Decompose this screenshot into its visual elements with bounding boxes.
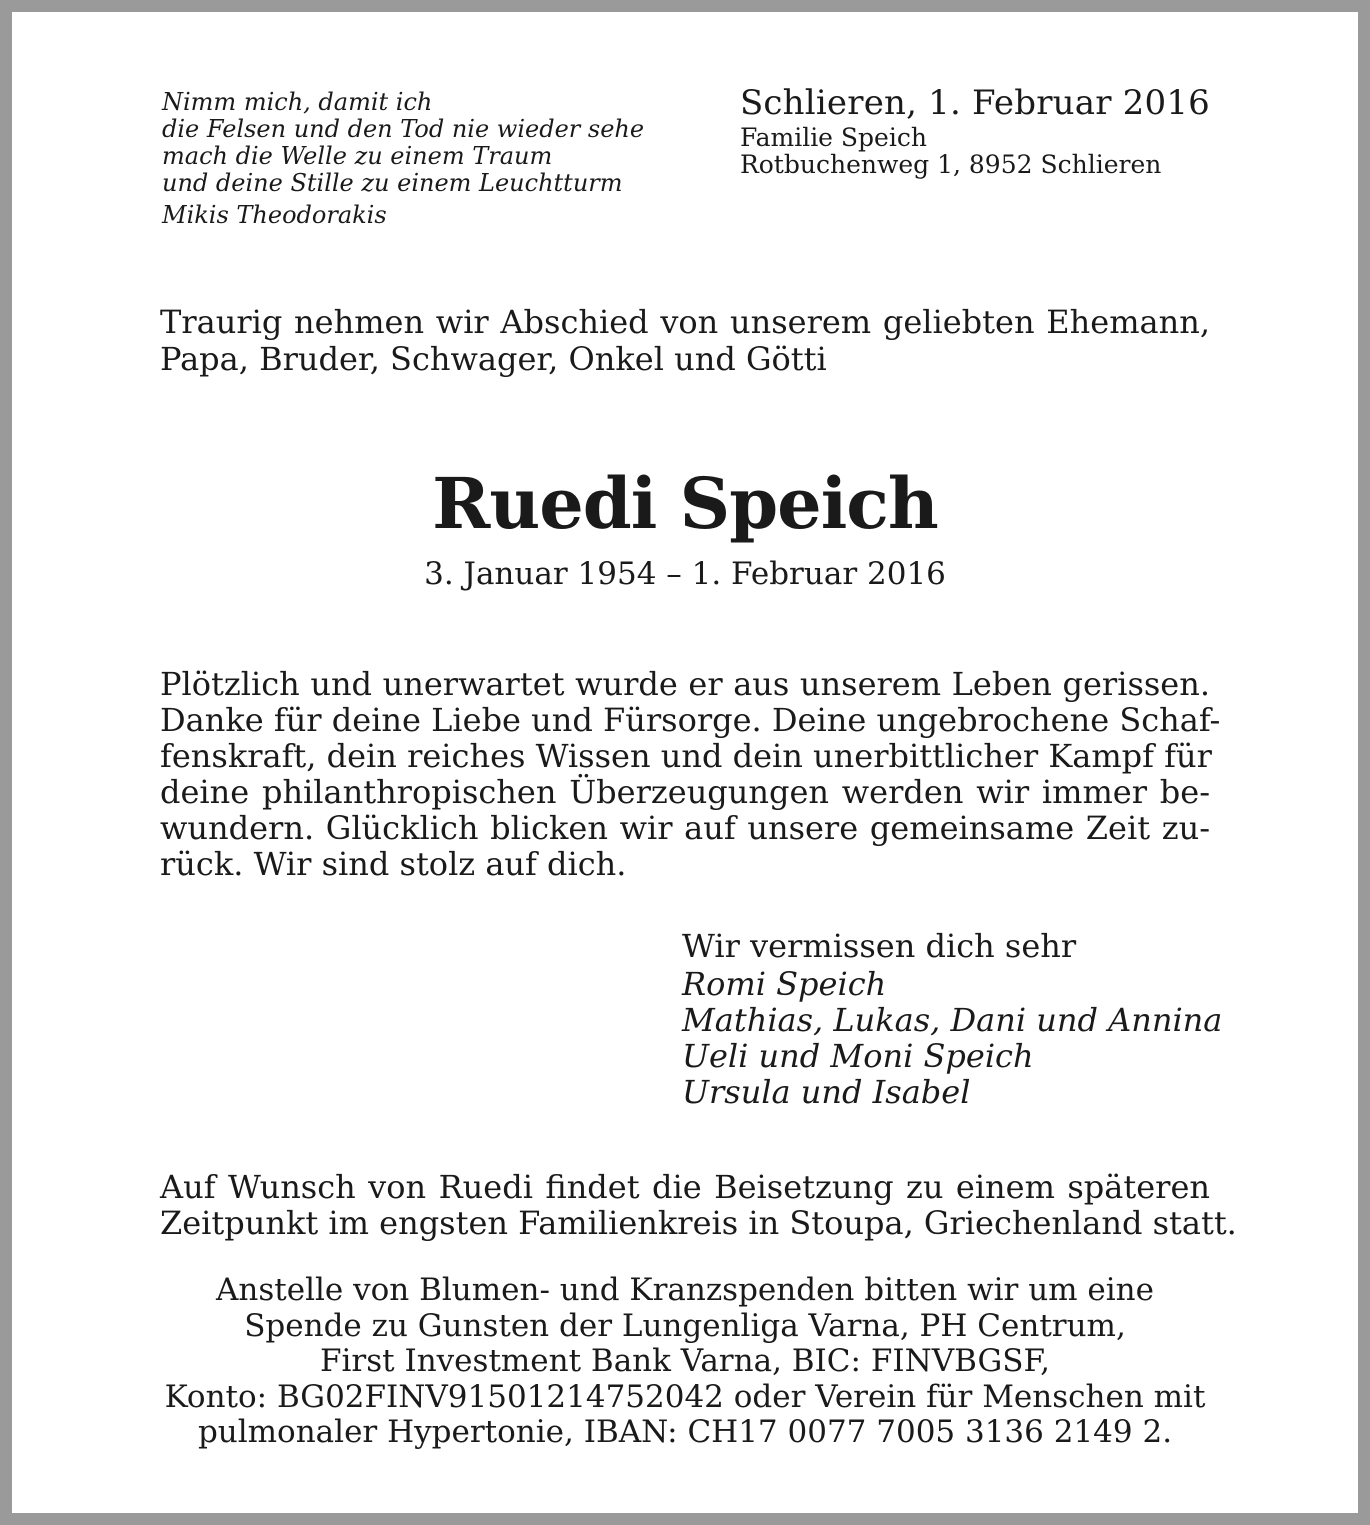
tribute-line: rück. Wir sind stolz auf dich. <box>160 845 627 883</box>
tribute-line: Plötzlich und unerwartet wurde er aus unserem Leben gerissen. <box>160 665 1210 703</box>
donation-line: Konto: BG02FINV91501214752042 oder Verein für Menschen mit <box>164 1378 1206 1415</box>
poem-quote <box>162 89 682 229</box>
intro-text <box>160 304 1210 378</box>
place-date: Schlieren, 1. Februar 2016 <box>739 83 1210 123</box>
tribute-line: wundern. Glücklich blicken wir auf unsere gemeinsame Zeit zu- <box>160 809 1210 847</box>
intro-line: Traurig nehmen wir Abschied von unserem geliebten Ehemann, <box>160 303 1210 341</box>
quote-author: Mikis Theodorakis <box>162 201 387 229</box>
quote-line: mach die Welle zu einem Traum <box>162 142 553 170</box>
donation-line: Spende zu Gunsten der Lungenliga Varna, PH Centrum, <box>244 1307 1126 1344</box>
tribute-line: fenskraft, dein reiches Wissen und dein unerbittlicher Kampf für <box>160 737 1212 775</box>
donation-notice <box>12 1273 1358 1451</box>
tribute-line: deine philanthropischen Überzeugungen werden wir immer be- <box>160 773 1210 811</box>
donation-line: pulmonaler Hypertonie, IBAN: CH17 0077 7005 3136 2149 2. <box>197 1414 1173 1450</box>
sender-block <box>740 82 1210 178</box>
deceased-name: Ruedi Speich <box>432 462 938 545</box>
life-dates: 3. Januar 1954 – 1. Februar 2016 <box>424 556 946 592</box>
quote-line: die Felsen und den Tod nie wieder sehe <box>162 115 645 143</box>
quote-line: und deine Stille zu einem Leuchtturm <box>162 169 623 197</box>
donation-line: First Investment Bank Varna, BIC: FINVBGSF, <box>320 1343 1050 1379</box>
mourner-name: Ueli und Moni Speich <box>682 1037 1034 1075</box>
quote-line: Nimm mich, damit ich <box>162 88 433 116</box>
intro-line: Papa, Bruder, Schwager, Onkel und Götti <box>160 340 827 378</box>
obituary-page <box>12 12 1358 1513</box>
mourners-block <box>682 926 1242 1110</box>
burial-line: Zeitpunkt im engsten Familienkreis in Stoupa, Griechenland statt. <box>160 1204 1237 1242</box>
family-address: Rotbuchenweg 1, 8952 Schlieren <box>739 150 1162 179</box>
mourner-names <box>682 966 1242 1110</box>
closing-phrase: Wir vermissen dich sehr <box>682 927 1077 965</box>
mourner-name: Mathias, Lukas, Dani und Annina <box>682 1001 1223 1039</box>
donation-line: Anstelle von Blumen- und Kranzspenden bitten wir um eine <box>216 1272 1154 1308</box>
tribute-line: Danke für deine Liebe und Fürsorge. Deine ungebrochene Schaf- <box>160 701 1221 739</box>
tribute-text <box>160 665 1221 883</box>
burial-notice <box>160 1168 1237 1242</box>
burial-line: Auf Wunsch von Ruedi findet die Beisetzung zu einem späteren <box>160 1168 1210 1206</box>
family-name: Familie Speich <box>739 123 927 152</box>
mourner-name: Romi Speich <box>682 965 887 1003</box>
mourner-name: Ursula und Isabel <box>682 1073 971 1111</box>
